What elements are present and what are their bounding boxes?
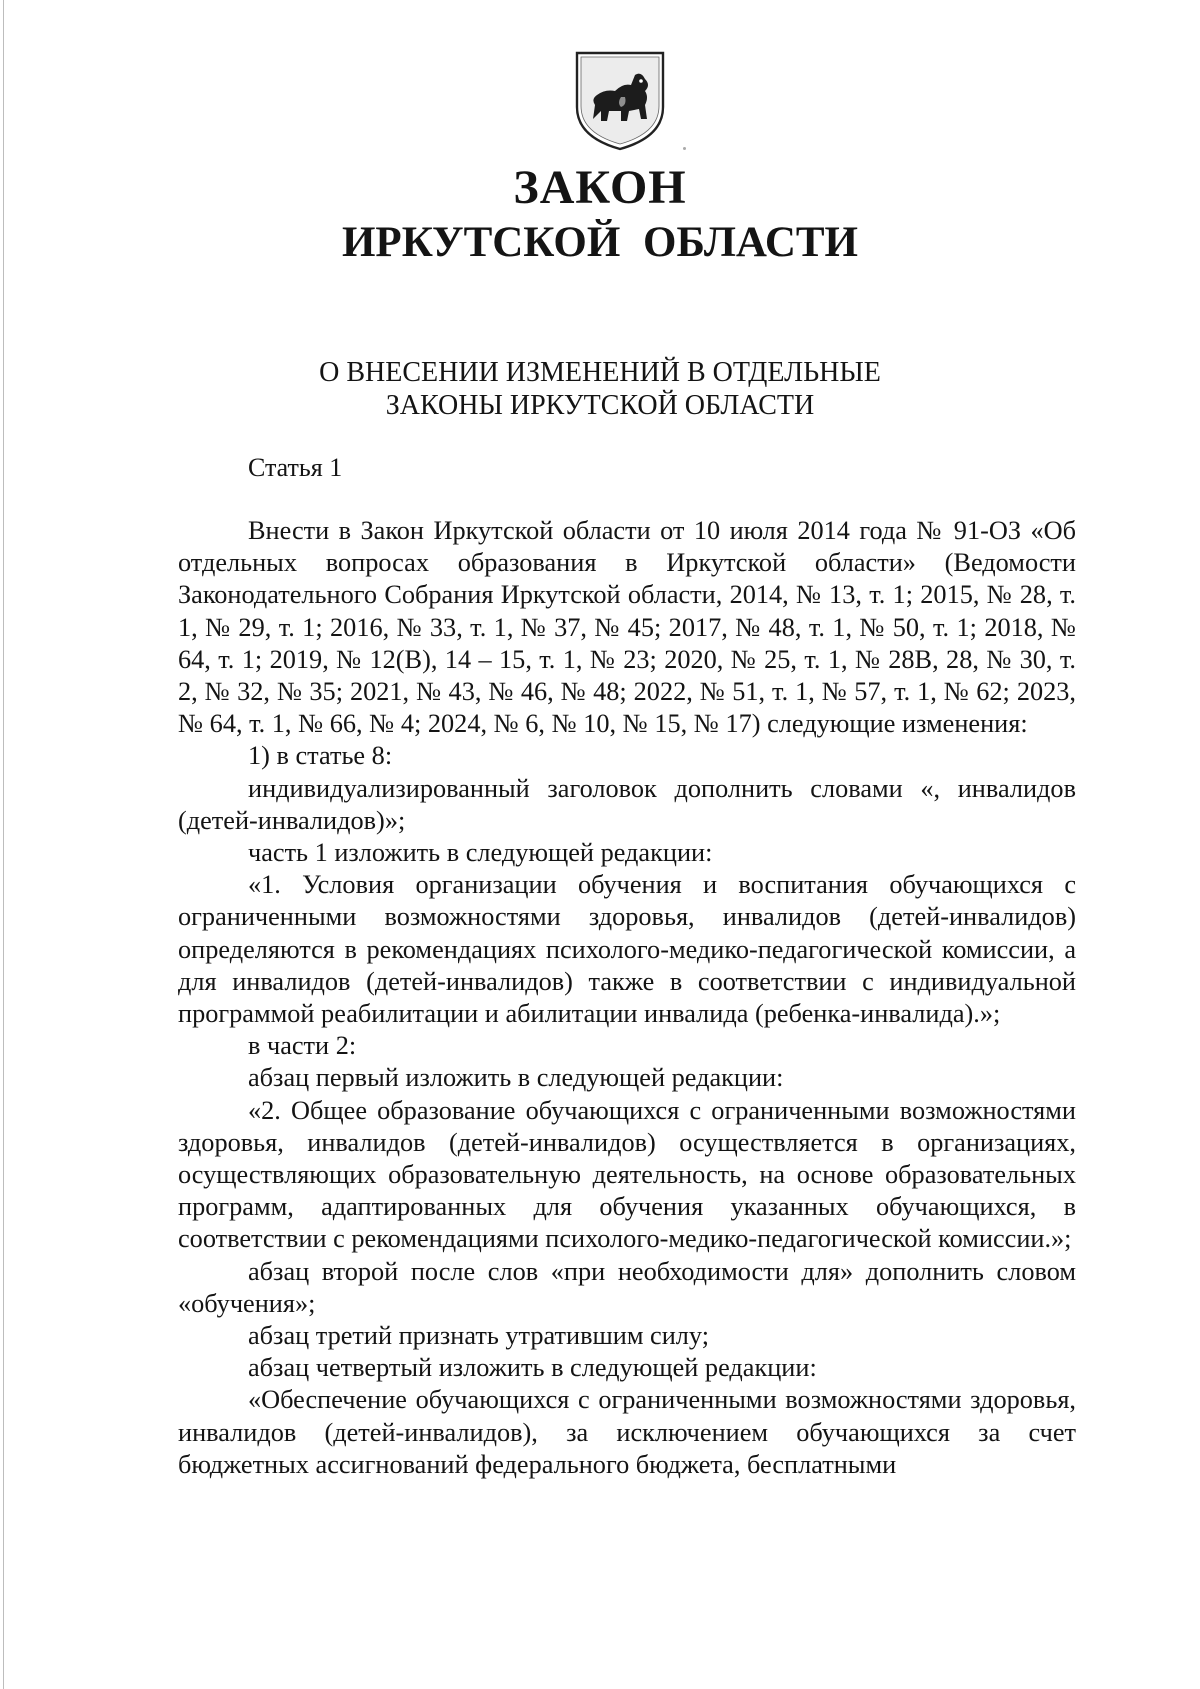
article-paragraph: абзац первый изложить в следующей редакции: <box>248 1063 784 1093</box>
article-paragraph: абзац четвертый изложить в следующей редакции: <box>248 1353 817 1383</box>
scan-speck <box>683 147 686 150</box>
article-paragraph: «2. Общее образование обучающихся с ограниченными возможностями здоровья, инвалидов (детей-инвалидов) осуществляется в организациях, осуществляющих образовательную деятельность, на основе образовательных программ, адаптированных для обучения указанных обучающихся, в соответствии с рекомендациями психолого-медико-педагогической комиссии.»; <box>178 1095 1076 1254</box>
article-paragraph: в части 2: <box>248 1031 357 1061</box>
article-paragraph: абзац второй после слов «при необходимости для» дополнить словом «обучения»; <box>178 1256 1076 1318</box>
article-paragraph: 1) в статье 8: <box>248 741 393 771</box>
article-paragraph: часть 1 изложить в следующей редакции: <box>248 838 713 868</box>
article-paragraph: индивидуализированный заголовок дополнить словами «, инвалидов (детей-инвалидов)»; <box>178 773 1076 835</box>
law-subject-line-2: ЗАКОНЫ ИРКУТСКОЙ ОБЛАСТИ <box>385 390 815 421</box>
irkutsk-oblast-coat-of-arms-icon <box>565 45 675 153</box>
article-paragraph: «Обеспечение обучающихся с ограниченными возможностями здоровья, инвалидов (детей-инвалидов), за исключением обучающихся за счет бюджетных ассигнований федерального бюджета, бесплатными <box>178 1385 1076 1479</box>
document-title-region: ИРКУТСКОЙ ОБЛАСТИ <box>341 219 858 266</box>
document-title: ЗАКОН <box>513 161 687 214</box>
article-paragraph: абзац третий признать утратившим силу; <box>248 1321 710 1351</box>
article-paragraph: «1. Условия организации обучения и воспитания обучающихся с ограниченными возможностями здоровья, инвалидов (детей-инвалидов) определяются в рекомендациях психолого-медико-педагогической комиссии, а для инвалидов (детей-инвалидов) также в соответствии с индивидуальной программой реабилитации и абилитации инвалида (ребенка-инвалида).»; <box>178 870 1076 1029</box>
article-heading: Статья 1 <box>248 453 343 482</box>
article-body <box>178 515 1076 1481</box>
law-subject-line-1: О ВНЕСЕНИИ ИЗМЕНЕНИЙ В ОТДЕЛЬНЫЕ <box>319 357 881 388</box>
article-paragraph: Внести в Закон Иркутской области от 10 июля 2014 года № 91-ОЗ «Об отдельных вопросах образования в Иркутской области» (Ведомости Законодательного Собрания Иркутской области, 2014, № 13, т. 1; 2015, № 28, т. 1, № 29, т. 1; 2016, № 33, т. 1, № 37, № 45; 2017, № 48, т. 1, № 50, т. 1; 2018, № 64, т. 1; 2019, № 12(В), 14 – 15, т. 1, № 23; 2020, № 25, т. 1, № 28В, 28, № 30, т. 2, № 32, № 35; 2021, № 43, № 46, № 48; 2022, № 51, т. 1, № 57, т. 1, № 62; 2023, № 64, т. 1, № 66, № 4; 2024, № 6, № 10, № 15, № 17) следующие изменения: <box>178 516 1076 739</box>
